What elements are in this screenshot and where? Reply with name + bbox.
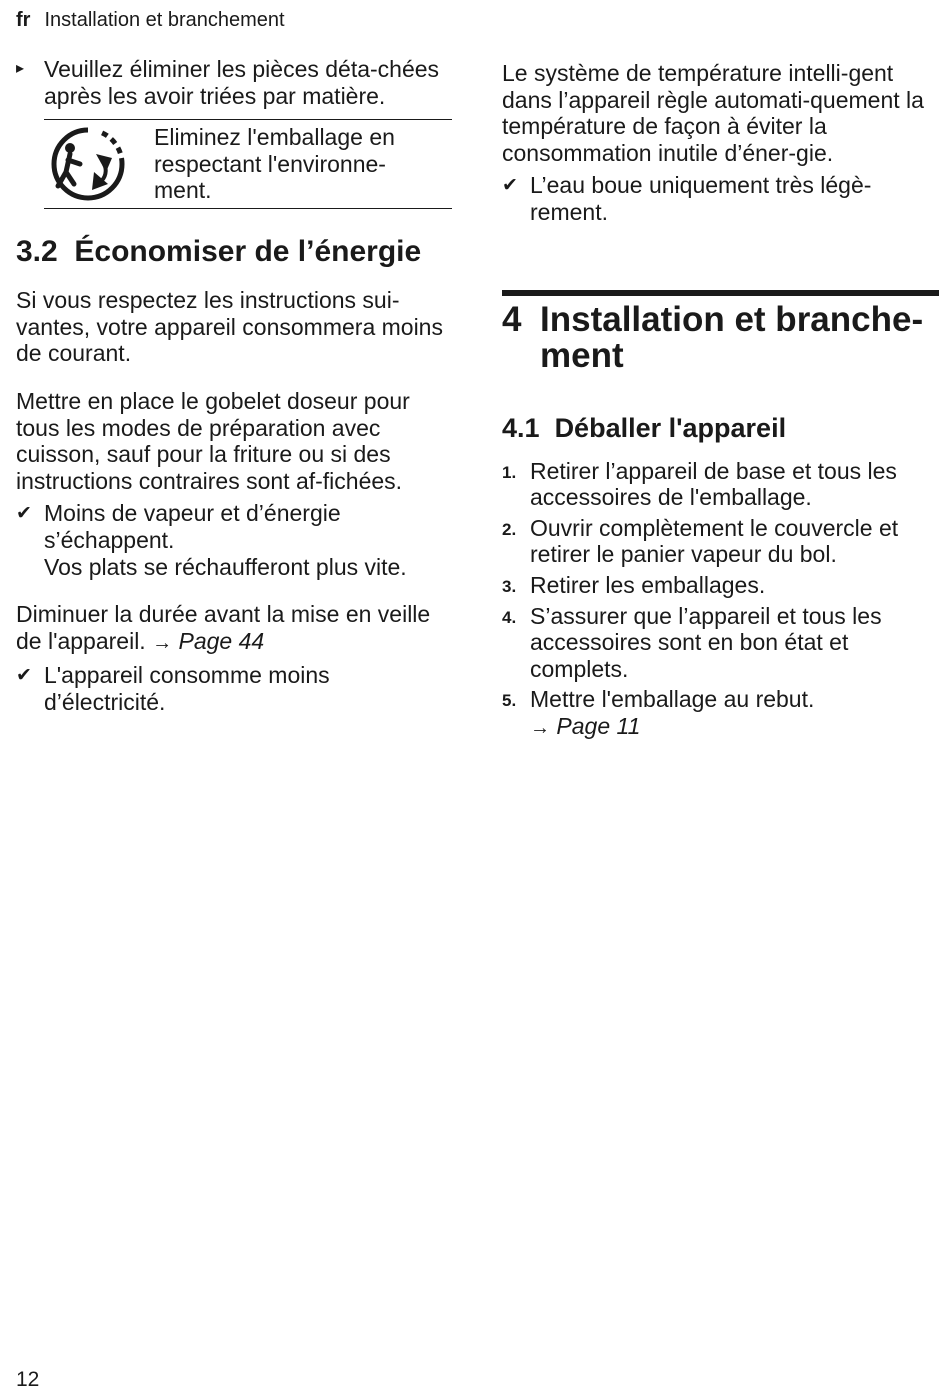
checkmark-icon: ✔	[16, 503, 32, 525]
section-number: 4.1	[502, 412, 540, 443]
list-item	[502, 603, 939, 683]
list-item	[502, 686, 939, 741]
step-number: 1.	[502, 462, 517, 482]
language-code: fr	[16, 9, 31, 31]
page-header	[16, 7, 285, 33]
check-text: Vos plats se réchaufferont plus vite.	[44, 553, 407, 580]
intro-bullet	[16, 56, 452, 109]
disposal-line: ment.	[154, 177, 212, 204]
section-number: 4	[502, 299, 522, 339]
check-item	[16, 500, 452, 580]
left-column	[16, 56, 452, 721]
page-reference-link[interactable]: Page 44	[178, 627, 265, 654]
checkmark-icon: ✔	[502, 175, 518, 197]
disposal-line: Eliminez l'emballage en	[154, 124, 395, 151]
paragraph: Mettre en place le gobelet doseur pour tous les modes de préparation avec cuisson, sauf pour la friture ou si des instructions contraires sont af-fichées.	[16, 387, 410, 494]
right-arrow-icon: →	[530, 716, 550, 739]
step-text: Retirer l’appareil de base et tous les accessoires de l'emballage.	[530, 457, 897, 511]
intro-bullet-text: Veuillez éliminer les pièces déta-chées après les avoir triées par matière.	[44, 56, 440, 109]
paragraph: Le système de température intelli-gent dans l’appareil règle automati-quement la température de façon à éviter la consommation inutile d’éner-gie.	[502, 60, 924, 166]
step-text: Retirer les emballages.	[530, 571, 766, 598]
section-3-2-heading	[16, 235, 452, 269]
check-text: L'appareil consomme moins d’électricité.	[44, 662, 330, 715]
paragraph: Si vous respectez les instructions sui-vantes, votre appareil consommera moins de courant.	[16, 287, 443, 367]
page-number: 12	[16, 1368, 40, 1391]
check-text: L’eau boue uniquement très légè-rement.	[530, 172, 872, 225]
list-item	[502, 572, 939, 599]
section-title-line: Installation et branche-	[540, 299, 924, 339]
section-title: Économiser de l’énergie	[74, 235, 422, 269]
step-text: Ouvrir complètement le couvercle et retirer le panier vapeur du bol.	[530, 514, 899, 568]
step-number: 3.	[502, 576, 517, 596]
section-number: 3.2	[16, 235, 58, 269]
right-arrow-icon: →	[152, 631, 173, 654]
step-reference	[530, 713, 939, 742]
check-item	[16, 662, 452, 715]
header-title: Installation et branchement	[44, 9, 285, 31]
step-number: 2.	[502, 519, 517, 539]
disposal-line: respectant l'environne-	[154, 150, 386, 177]
paragraph-text: Diminuer la durée avant la mise en veille de l'appareil.	[16, 601, 431, 654]
paragraph	[16, 601, 452, 656]
check-item	[502, 172, 939, 225]
section-4-1-heading	[502, 412, 939, 444]
page-reference-link[interactable]: Page 11	[556, 712, 641, 739]
section-title-line: ment	[540, 335, 624, 375]
list-item	[502, 458, 939, 511]
disposal-notice	[44, 119, 452, 209]
section-title: Déballer l'appareil	[554, 412, 787, 443]
section-title	[540, 298, 939, 374]
step-text: Mettre l'emballage au rebut.	[530, 686, 815, 713]
right-column	[502, 60, 939, 746]
check-text: Moins de vapeur et d’énergie s’échappent.	[44, 500, 341, 553]
disposal-text	[154, 124, 395, 204]
checkmark-icon: ✔	[16, 665, 32, 687]
step-number: 4.	[502, 607, 517, 627]
list-item	[502, 515, 939, 568]
step-text: S’assurer que l’appareil et tous les accessoires sont en bon état et complets.	[530, 602, 882, 682]
step-number: 5.	[502, 691, 517, 711]
triangle-bullet-icon: ▸	[16, 60, 25, 77]
section-4-heading	[502, 290, 939, 374]
triman-recycling-icon	[48, 124, 128, 204]
